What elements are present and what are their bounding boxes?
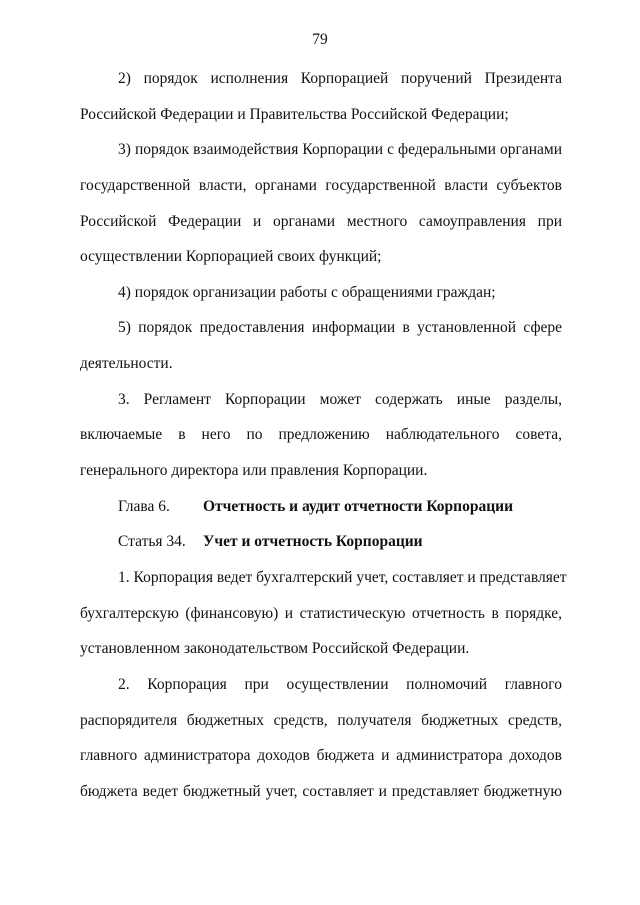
paragraph-line: 1. Корпорация ведет бухгалтерский учет, составляет и представляет	[118, 569, 567, 586]
paragraph-line: генерального директора или правления Корпорации.	[80, 462, 428, 479]
paragraph-line: 2) порядок исполнения Корпорацией поручений Президента	[118, 70, 562, 87]
paragraph-line: 3) порядок взаимодействия Корпорации с федеральными органами	[118, 141, 562, 158]
paragraph-line: 4) порядок организации работы с обращениями граждан;	[118, 284, 496, 301]
paragraph-line: 3. Регламент Корпорации может содержать иные разделы,	[118, 391, 562, 408]
paragraph-line: главного администратора доходов бюджета и администратора доходов	[80, 747, 562, 764]
chapter-title: Отчетность и аудит отчетности Корпорации	[203, 498, 514, 515]
page-number: 79	[312, 31, 328, 48]
article-title: Учет и отчетность Корпорации	[203, 533, 423, 550]
paragraph-line: деятельности.	[80, 355, 173, 372]
paragraph-line: распорядителя бюджетных средств, получателя бюджетных средств,	[80, 712, 562, 729]
chapter-label: Глава 6.	[118, 498, 170, 515]
paragraph-line: Российской Федерации и органами местного самоуправления при	[80, 213, 562, 230]
paragraph-line: 2. Корпорация при осуществлении полномочий главного	[118, 676, 562, 693]
paragraph-line: государственной власти, органами государственной власти субъектов	[80, 177, 562, 194]
paragraph-line: 5) порядок предоставления информации в установленной сфере	[118, 319, 562, 336]
paragraph-line: установленном законодательством Российской Федерации.	[80, 640, 470, 657]
paragraph-line: Российской Федерации и Правительства Российской Федерации;	[80, 106, 509, 123]
article-label: Статья 34.	[118, 533, 186, 550]
paragraph-line: бухгалтерскую (финансовую) и статистическую отчетность в порядке,	[80, 605, 562, 622]
paragraph-line: осуществлении Корпорацией своих функций;	[80, 248, 382, 265]
paragraph-line: бюджета ведет бюджетный учет, составляет и представляет бюджетную	[80, 783, 562, 800]
paragraph-line: включаемые в него по предложению наблюдательного совета,	[80, 426, 562, 443]
